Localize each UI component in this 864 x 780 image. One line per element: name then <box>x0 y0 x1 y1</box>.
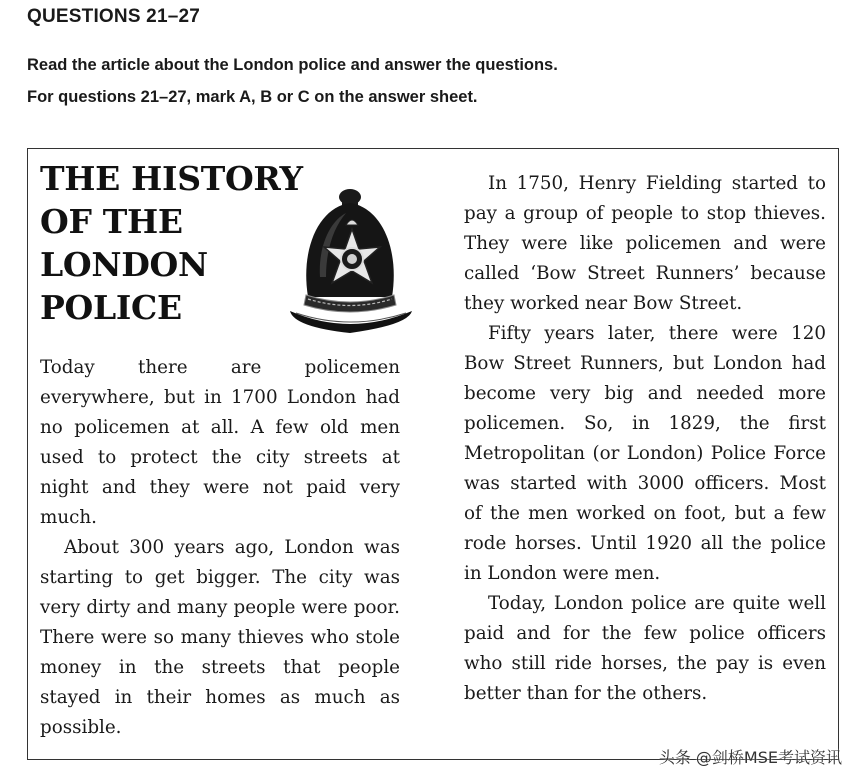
questions-title: QUESTIONS 21–27 <box>27 6 201 27</box>
questions-header <box>27 6 200 28</box>
paragraph: Today, London police are quite well paid and for the few police officers who still ride horses, the pay is even better than for the others. <box>464 593 826 704</box>
paragraph: In 1750, Henry Fielding started to pay a group of people to stop thieves. They were like policemen and were called ‘Bow Street Runners’ because they worked near Bow Street. <box>464 173 826 314</box>
article-left-column <box>40 157 420 738</box>
police-helmet-icon <box>280 187 420 337</box>
article-right-column <box>464 169 826 709</box>
instruction-line-1: Read the article about the London police and answer the questions. <box>27 56 558 74</box>
paragraph: About 300 years ago, London was starting to get bigger. The city was very dirty and many people were poor. There were so many thieves who stole money in the streets that people stayed in their homes as much as possible. <box>40 537 400 738</box>
watermark-text: 头条 @剑桥MSE考试资讯 <box>658 748 842 767</box>
article-title-line: LONDON <box>40 245 208 284</box>
article-title-line: POLICE <box>40 288 182 327</box>
article-title-line: OF THE <box>40 202 183 241</box>
paragraph: Today there are policemen everywhere, but in 1700 London had no policemen at all. A few old men used to protect the city streets at night and they were not paid very much. <box>40 357 400 528</box>
instruction-line-2: For questions 21–27, mark A, B or C on the answer sheet. <box>27 88 478 106</box>
article-title-line: THE HISTORY <box>40 159 303 198</box>
article-box <box>27 148 839 760</box>
left-body <box>40 353 400 743</box>
paragraph: Fifty years later, there were 120 Bow Street Runners, but London had become very big and needed more policemen. So, in 1829, the first Metropolitan (or London) Police Force was started with 3000 officers. Most of the men worked on foot, but a few rode horses. Until 1920 all the police in London were men. <box>464 323 826 584</box>
